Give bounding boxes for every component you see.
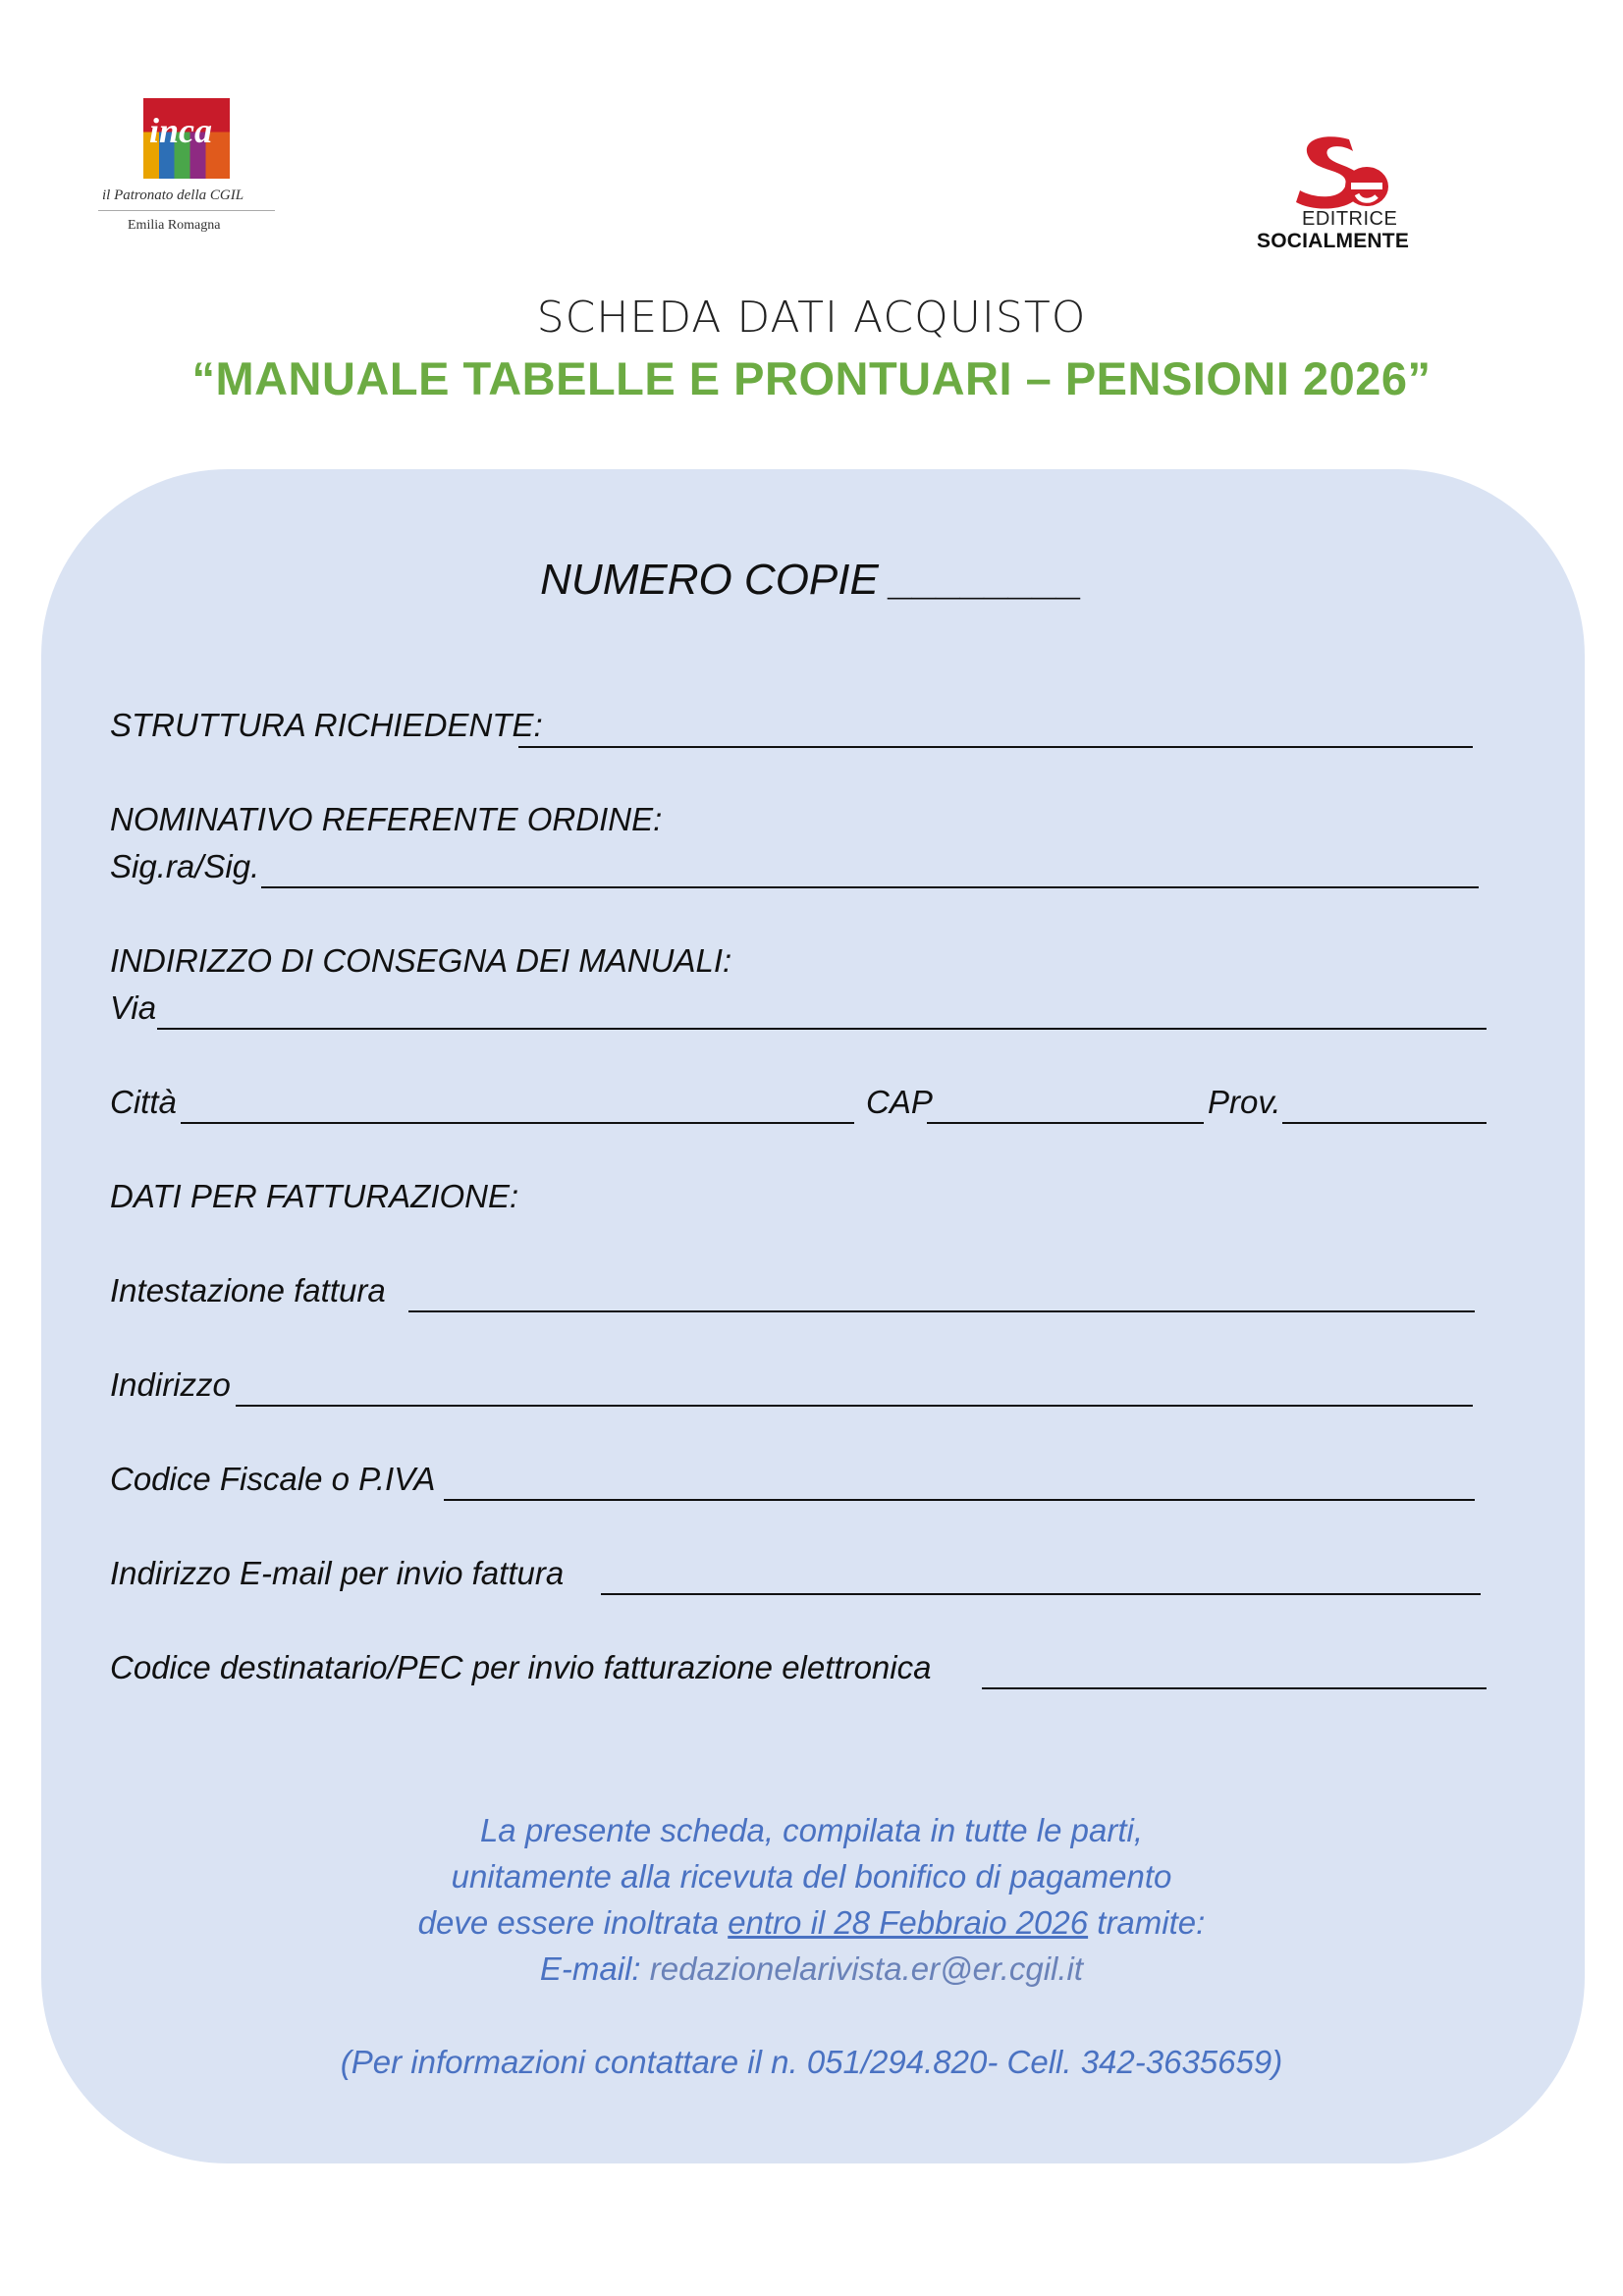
socialmente-logo [1257, 130, 1424, 257]
via-field[interactable] [157, 1028, 1487, 1030]
prov-field[interactable] [1282, 1122, 1487, 1124]
fatturazione-heading: DATI PER FATTURAZIONE: [110, 1178, 519, 1214]
inca-logo [98, 94, 280, 251]
intestazione-field[interactable] [408, 1310, 1475, 1312]
email-link[interactable]: redazionelarivista.er@er.cgil.it [649, 1950, 1084, 1987]
deadline-text: entro il 28 Febbraio 2026 [728, 1904, 1089, 1941]
codice-fiscale-field[interactable] [444, 1499, 1475, 1501]
struttura-field[interactable] [518, 746, 1473, 748]
se-logo-icon [1292, 132, 1390, 210]
note-line3 [0, 1904, 1623, 1942]
referente-heading: NOMINATIVO REFERENTE ORDINE: [110, 801, 663, 837]
inca-tagline: il Patronato della CGIL [102, 187, 244, 203]
email-label: E-mail: [539, 1950, 641, 1987]
citta-label: Città [110, 1084, 177, 1120]
inca-logo-word: inca [149, 111, 213, 150]
inca-region: Emilia Romagna [128, 218, 221, 233]
citta-field[interactable] [181, 1122, 854, 1124]
referente-field[interactable] [261, 886, 1479, 888]
cap-label: CAP [866, 1084, 933, 1120]
struttura-label: STRUTTURA RICHIEDENTE: [110, 707, 543, 743]
codice-destinatario-label: Codice destinatario/PEC per invio fatturazione elettronica [110, 1649, 932, 1685]
prov-label: Prov. [1208, 1084, 1281, 1120]
note-line3-post: tramite: [1088, 1904, 1206, 1941]
indirizzo-label: Indirizzo [110, 1366, 231, 1403]
indirizzo-consegna-heading: INDIRIZZO DI CONSEGNA DEI MANUALI: [110, 942, 732, 979]
note-line2: unitamente alla ricevuta del bonifico di pagamento [451, 1858, 1172, 1895]
email-fattura-label: Indirizzo E-mail per invio fattura [110, 1555, 565, 1591]
cap-field[interactable] [927, 1122, 1204, 1124]
copies-field[interactable]: NUMERO COPIE ________ [540, 556, 1083, 604]
referente-label: Sig.ra/Sig. [110, 848, 260, 884]
inca-logo-mark [143, 98, 230, 179]
intestazione-label: Intestazione fattura [110, 1272, 386, 1308]
socialmente-line2: SOCIALMENTE [1257, 230, 1410, 252]
email-fattura-field[interactable] [601, 1593, 1481, 1595]
note-info: (Per informazioni contattare il n. 051/294.820- Cell. 342-3635659) [340, 2044, 1283, 2080]
page-title: SCHEDA DATI ACQUISTO [536, 293, 1087, 343]
note-email-line [0, 1950, 1623, 1988]
indirizzo-field[interactable] [236, 1405, 1473, 1407]
note-line1: La presente scheda, compilata in tutte le parti, [479, 1812, 1144, 1848]
codice-fiscale-label: Codice Fiscale o P.IVA [110, 1461, 436, 1497]
codice-destinatario-field[interactable] [982, 1687, 1487, 1689]
page-subtitle: “MANUALE TABELLE E PRONTUARI – PENSIONI 2026” [191, 352, 1432, 404]
inca-divider [98, 210, 275, 211]
socialmente-line1: EDITRICE [1302, 208, 1398, 230]
via-label: Via [110, 989, 157, 1026]
note-line3-pre: deve essere inoltrata [417, 1904, 729, 1941]
